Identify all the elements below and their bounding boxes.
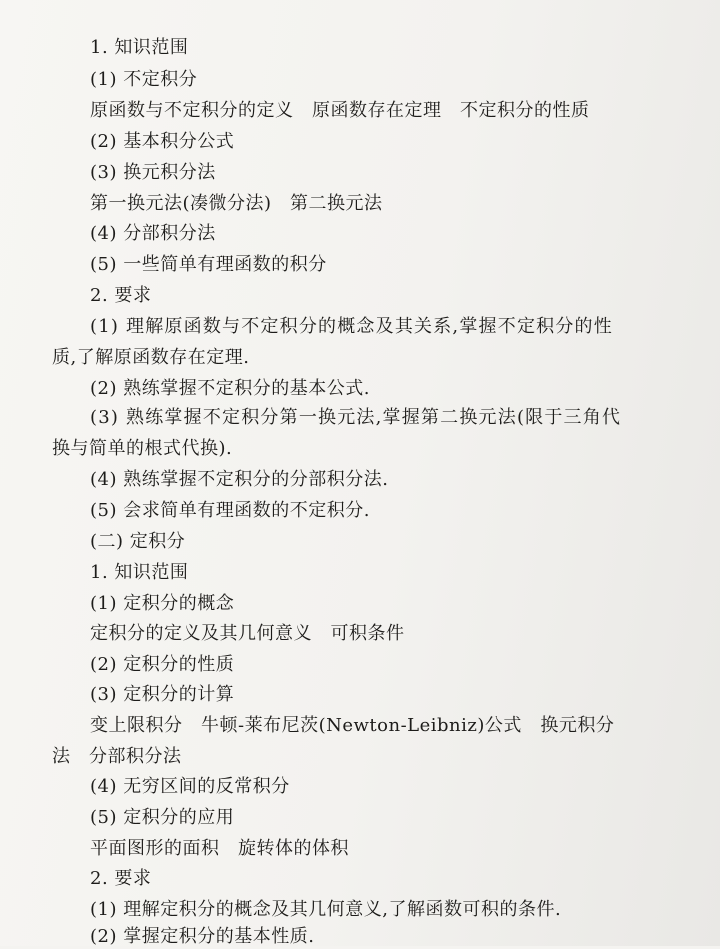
requirement-continuation: 质,了解原函数存在定理. — [52, 347, 250, 368]
subheading-substitution: (3) 换元积分法 — [90, 162, 216, 183]
subheading-properties: (2) 定积分的性质 — [90, 654, 235, 675]
section-heading-definite-integral: (二) 定积分 — [90, 531, 186, 552]
requirement-item: (2) 掌握定积分的基本性质. — [90, 926, 315, 947]
subheading-concept: (1) 定积分的概念 — [90, 593, 235, 614]
requirement-item: (2) 熟练掌握不定积分的基本公式. — [90, 378, 370, 399]
subheading-indefinite-integral: (1) 不定积分 — [90, 69, 198, 90]
requirement-item: (4) 熟练掌握不定积分的分部积分法. — [90, 469, 389, 490]
text-line: 平面图形的面积 旋转体的体积 — [90, 838, 349, 859]
requirement-item: (3) 熟练掌握不定积分第一换元法,掌握第二换元法(限于三角代 — [90, 407, 622, 428]
text-line: 变上限积分 牛顿-莱布尼茨(Newton-Leibniz)公式 换元积分 — [90, 715, 615, 736]
requirement-item: (1) 理解原函数与不定积分的概念及其关系,掌握不定积分的性 — [90, 316, 613, 337]
subheading-applications: (5) 定积分的应用 — [90, 807, 235, 828]
subheading-basic-formulas: (2) 基本积分公式 — [90, 131, 235, 152]
text-line: 定积分的定义及其几何意义 可积条件 — [90, 623, 405, 644]
subheading-rational-functions: (5) 一些简单有理函数的积分 — [90, 254, 327, 275]
subheading-calculation: (3) 定积分的计算 — [90, 684, 235, 705]
subheading-improper-integral: (4) 无穷区间的反常积分 — [90, 776, 290, 797]
requirement-item: (5) 会求简单有理函数的不定积分. — [90, 500, 370, 521]
requirement-item: (1) 理解定积分的概念及其几何意义,了解函数可积的条件. — [90, 899, 562, 920]
text-line: 第一换元法(凑微分法) 第二换元法 — [90, 193, 383, 214]
heading-knowledge-scope: 1. 知识范围 — [90, 37, 189, 58]
requirement-continuation: 换与简单的根式代换). — [52, 438, 233, 459]
heading-knowledge-scope: 1. 知识范围 — [90, 562, 189, 583]
text-line: 原函数与不定积分的定义 原函数存在定理 不定积分的性质 — [90, 100, 590, 121]
text-line-continuation: 法 分部积分法 — [52, 746, 182, 767]
heading-requirements: 2. 要求 — [90, 285, 152, 306]
heading-requirements: 2. 要求 — [90, 868, 152, 889]
subheading-integration-by-parts: (4) 分部积分法 — [90, 223, 216, 244]
